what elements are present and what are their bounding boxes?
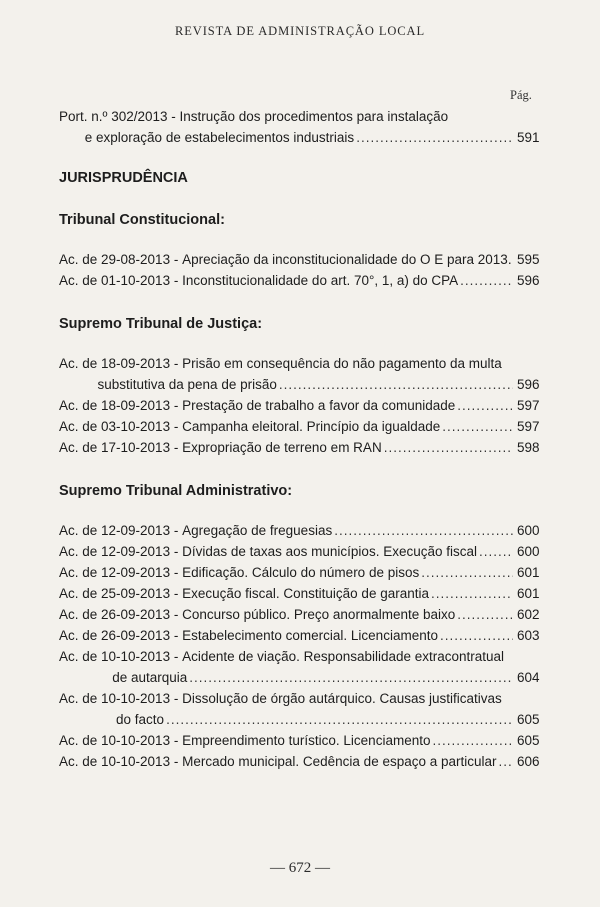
dot-leader (479, 543, 513, 561)
entry-page-number: 595 (517, 252, 540, 267)
entry-reference: Ac. de 10-10-2013 (59, 691, 171, 706)
entry-description-line2: substitutiva da pena de prisão (97, 377, 277, 392)
entry-reference: Ac. de 17-10-2013 (59, 440, 171, 455)
dot-leader (421, 564, 513, 582)
entry-page-number: 596 (517, 273, 540, 288)
entry-reference: Ac. de 18-09-2013 (59, 398, 171, 413)
entry-reference: Ac. de 10-10-2013 (59, 649, 171, 664)
entry-page-number: 591 (517, 130, 540, 145)
entry-description: Concurso público. Preço anormalmente baixo (182, 607, 456, 622)
entry-page-number: 602 (517, 607, 540, 622)
entry-description: Expropriação de terreno em RAN (182, 440, 382, 455)
dot-leader (460, 272, 513, 290)
entry-reference: Ac. de 12-09-2013 (59, 523, 171, 538)
entry-reference: Ac. de 10-10-2013 (59, 733, 171, 748)
subsection-title-tribunal-constitucional: Tribunal Constitucional: (59, 212, 225, 228)
entry-page-number: 601 (517, 565, 540, 580)
entry-description: Prestação de trabalho a favor da comunidade (182, 398, 456, 413)
toc-entry-group-stj: Ac. de 18-09-2013 - Prisão em consequência do não pagamento da multa substitutiva da pena de prisão ..... 596 Ac. de 18-09-2013 - Prestação de trabalho a favor da comunidade ..... 597 Ac. de 03-10-2013 - Campanha eleitoral. Princípio da igualdade ..... 597 Ac. de 17-10-2013 - Expropriação de terreno em RAN ..... 598 (59, 355, 539, 460)
page-number-footer: — 672 — (270, 860, 330, 876)
entry-page-number: 605 (517, 733, 540, 748)
dot-leader (442, 418, 513, 436)
entry-description: Estabelecimento comercial. Licenciamento (182, 628, 438, 643)
section-title-jurisprudencia: JURISPRUDÊNCIA (59, 170, 188, 186)
entry-description-line2: de autarquia (112, 670, 188, 685)
dot-leader (279, 376, 513, 394)
entry-reference: Ac. de 25-09-2013 (59, 586, 171, 601)
entry-description: Apreciação da inconstitucionalidade do O E para 2013. (182, 252, 512, 267)
dot-leader (384, 439, 513, 457)
entry-page-number: 598 (517, 440, 540, 455)
entry-page-number: 601 (517, 586, 540, 601)
entry-description: Edificação. Cálculo do número de pisos (182, 565, 420, 580)
entry-description: Inconstitucionalidade do art. 70°, 1, a) do CPA (182, 273, 459, 288)
entry-description-line2: e exploração de estabelecimentos industriais (84, 130, 355, 145)
entry-reference: Port. n.º 302/2013 (59, 109, 168, 124)
entry-description: Dívidas de taxas aos municípios. Execução fiscal (182, 544, 477, 559)
dot-leader (431, 585, 513, 603)
entry-page-number: 597 (517, 419, 540, 434)
entry-page-number: 600 (517, 523, 540, 538)
entry-reference: Ac. de 26-09-2013 (59, 628, 171, 643)
entry-description-line1: Dissolução de órgão autárquico. Causas justificativas (182, 691, 502, 706)
page-column-label: Pág. (510, 88, 532, 102)
entry-description: Execução fiscal. Constituição de garantia (182, 586, 429, 601)
entry-page-number: 603 (517, 628, 540, 643)
dot-leader (189, 669, 513, 687)
entry-description: Campanha eleitoral. Princípio da igualdade (182, 419, 441, 434)
dot-leader (499, 753, 513, 771)
dot-leader (457, 397, 513, 415)
entry-description-line2: do facto (116, 712, 165, 727)
entry-page-number: 596 (517, 377, 540, 392)
entry-description: Mercado municipal. Cedência de espaço a particular (182, 754, 497, 769)
entry-reference: Ac. de 03-10-2013 (59, 419, 171, 434)
entry-page-number: 597 (517, 398, 540, 413)
dot-leader (334, 522, 513, 540)
dot-leader (432, 732, 513, 750)
subsection-title-supremo-tribunal-justica: Supremo Tribunal de Justiça: (59, 316, 263, 332)
entry-reference: Ac. de 29-08-2013 (59, 252, 171, 267)
dot-leader (166, 711, 513, 729)
toc-entry-port: Port. n.º 302/2013 - Instrução dos procedimentos para instalação e exploração de estabelecimentos industriais ..... 591 (59, 108, 539, 150)
dot-leader (457, 606, 513, 624)
entry-page-number: 604 (517, 670, 540, 685)
entry-page-number: 600 (517, 544, 540, 559)
dot-leader (440, 627, 513, 645)
dot-leader (356, 129, 513, 147)
entry-reference: Ac. de 18-09-2013 (59, 356, 171, 371)
entry-description: Empreendimento turístico. Licenciamento (182, 733, 431, 748)
entry-reference: Ac. de 01-10-2013 (59, 273, 171, 288)
toc-entry: Ac. de 29-08-2013 - Apreciação da inconstitucionalidade do O E para 2013. 595 Ac. de 01-10-2013 - Inconstitucionalidade do art. 70°, 1, a) do CPA ..... 596 (59, 251, 539, 293)
entry-description-line1: Prisão em consequência do não pagamento da multa (182, 356, 502, 371)
subsection-title-supremo-tribunal-administrativo: Supremo Tribunal Administrativo: (59, 483, 293, 499)
entry-description-line1: Acidente de viação. Responsabilidade extracontratual (182, 649, 505, 664)
toc-entry-group-sta: Ac. de 12-09-2013 - Agregação de freguesias ..... 600 Ac. de 12-09-2013 - Dívidas de taxas aos municípios. Execução fiscal ..... 600 Ac. de 12-09-2013 - Edificação. Cálculo do número de pisos ..... 601 Ac. de 25-09-2013 - Execução fiscal. Constituição de garantia ..... 601 Ac. de 26-09-2013 - Concurso público. Preço anormalmente baixo ..... 602 Ac. de 26-09-2013 - Estabelecimento comercial. Licenciamento ..... 603 Ac. de 10-10-2013 - Acidente de viação. Responsabilidade extracontratual de autarquia ..... 604 Ac. de 10-10-2013 - Dissolução de órgão autárquico. Causas justificativas do facto ..... 605 Ac. de 10-10-2013 - Empreendimento turístico. Licenciamento ..... 605 Ac. de 10-10-2013 - Mercado municipal. Cedência de espaço a particular ..... 606 (59, 522, 539, 774)
entry-page-number: 605 (517, 712, 540, 727)
entry-reference: Ac. de 12-09-2013 (59, 544, 171, 559)
entry-reference: Ac. de 10-10-2013 (59, 754, 171, 769)
running-header: REVISTA DE ADMINISTRAÇÃO LOCAL (175, 24, 425, 38)
entry-page-number: 606 (517, 754, 540, 769)
entry-reference: Ac. de 12-09-2013 (59, 565, 171, 580)
entry-description: Agregação de freguesias (182, 523, 333, 538)
entry-description-line1: Instrução dos procedimentos para instalação (179, 109, 449, 124)
entry-reference: Ac. de 26-09-2013 (59, 607, 171, 622)
